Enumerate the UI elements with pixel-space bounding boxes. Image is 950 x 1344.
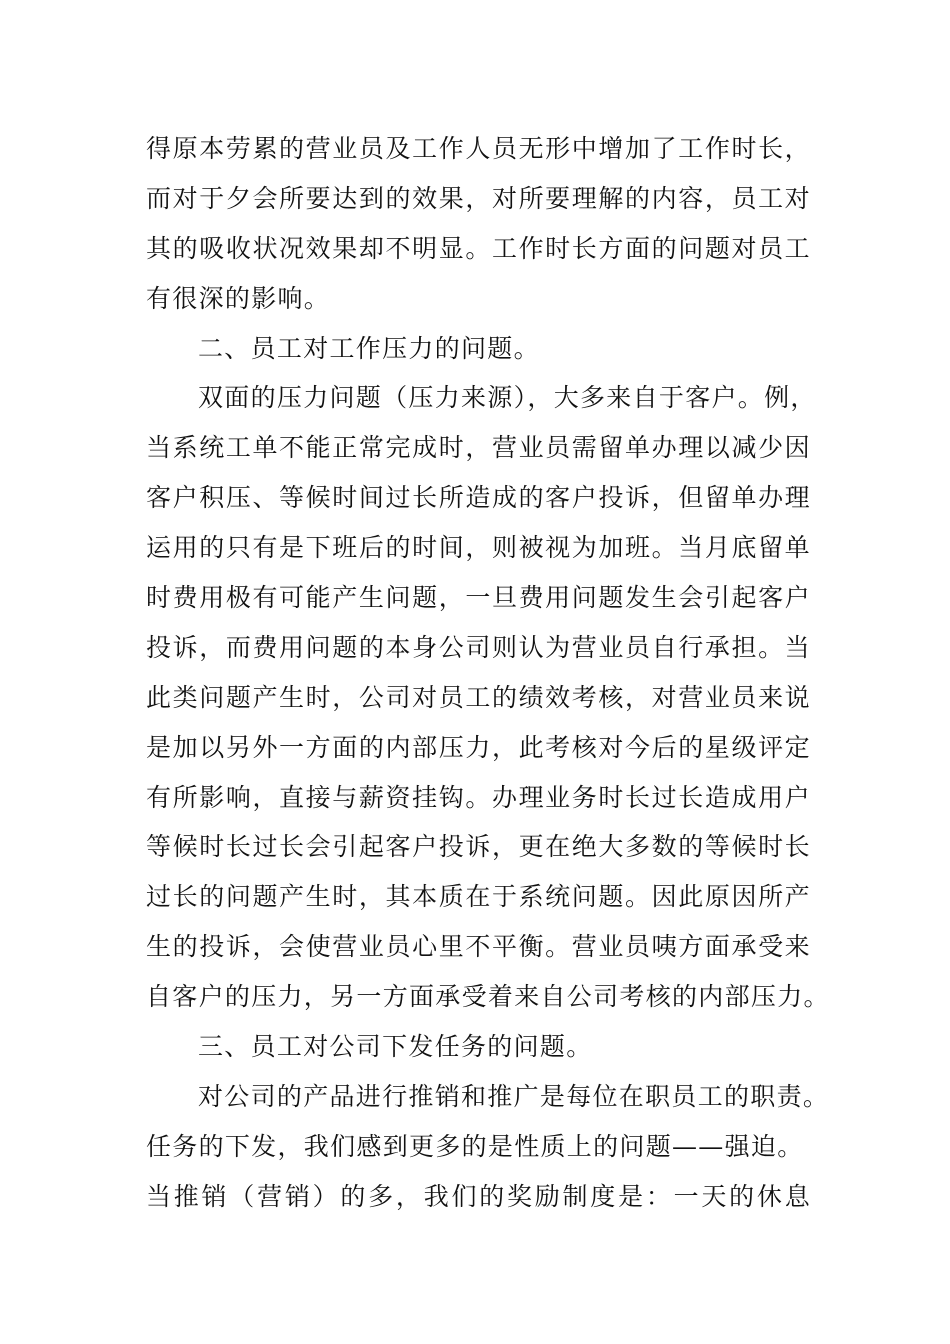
text-line: 等候时长过长会引起客户投诉，更在绝大多数的等候时长 xyxy=(146,832,811,862)
document-body xyxy=(146,124,830,1222)
text-line: 生的投诉，会使营业员心里不平衡。营业员咦方面承受来 xyxy=(146,932,811,962)
text-line: 有很深的影响。 xyxy=(146,283,331,313)
text-line: 有所影响，直接与薪资挂钩。办理业务时长过长造成用户 xyxy=(146,782,811,812)
text-line: 运用的只有是下班后的时间，则被视为加班。当月底留单 xyxy=(146,533,811,563)
text-line: 过长的问题产生时，其本质在于系统问题。因此原因所产 xyxy=(146,882,811,912)
text-line: 客户积压、等候时间过长所造成的客户投诉，但留单办理 xyxy=(146,483,811,513)
text-line: 投诉，而费用问题的本身公司则认为营业员自行承担。当 xyxy=(146,632,811,662)
text-line: 得原本劳累的营业员及工作人员无形中增加了工作时长， xyxy=(146,134,811,163)
text-line: 当系统工单不能正常完成时，营业员需留单办理以减少因 xyxy=(146,433,811,463)
text-line: 自客户的压力，另一方面承受着来自公司考核的内部压力。 xyxy=(146,982,830,1012)
text-line: 此类问题产生时，公司对员工的绩效考核，对营业员来说 xyxy=(146,682,811,712)
text-line: 其的吸收状况效果却不明显。工作时长方面的问题对员工 xyxy=(146,233,811,263)
text-line: 而对于夕会所要达到的效果，对所要理解的内容，员工对 xyxy=(146,183,811,213)
text-line: 双面的压力问题（压力来源），大多来自于客户。例， xyxy=(198,383,817,413)
text-line: 当推销（营销）的多，我们的奖励制度是：一天的休息 xyxy=(146,1181,811,1211)
section-heading: 三、员工对公司下发任务的问题。 xyxy=(198,1032,593,1062)
text-line: 是加以另外一方面的内部压力，此考核对今后的星级评定 xyxy=(146,732,811,762)
section-heading: 二、员工对工作压力的问题。 xyxy=(198,333,540,363)
text-line: 任务的下发，我们感到更多的是性质上的问题——强迫。 xyxy=(146,1131,804,1161)
text-line: 时费用极有可能产生问题，一旦费用问题发生会引起客户 xyxy=(146,583,811,613)
text-line: 对公司的产品进行推销和推广是每位在职员工的职责。 xyxy=(198,1081,830,1111)
